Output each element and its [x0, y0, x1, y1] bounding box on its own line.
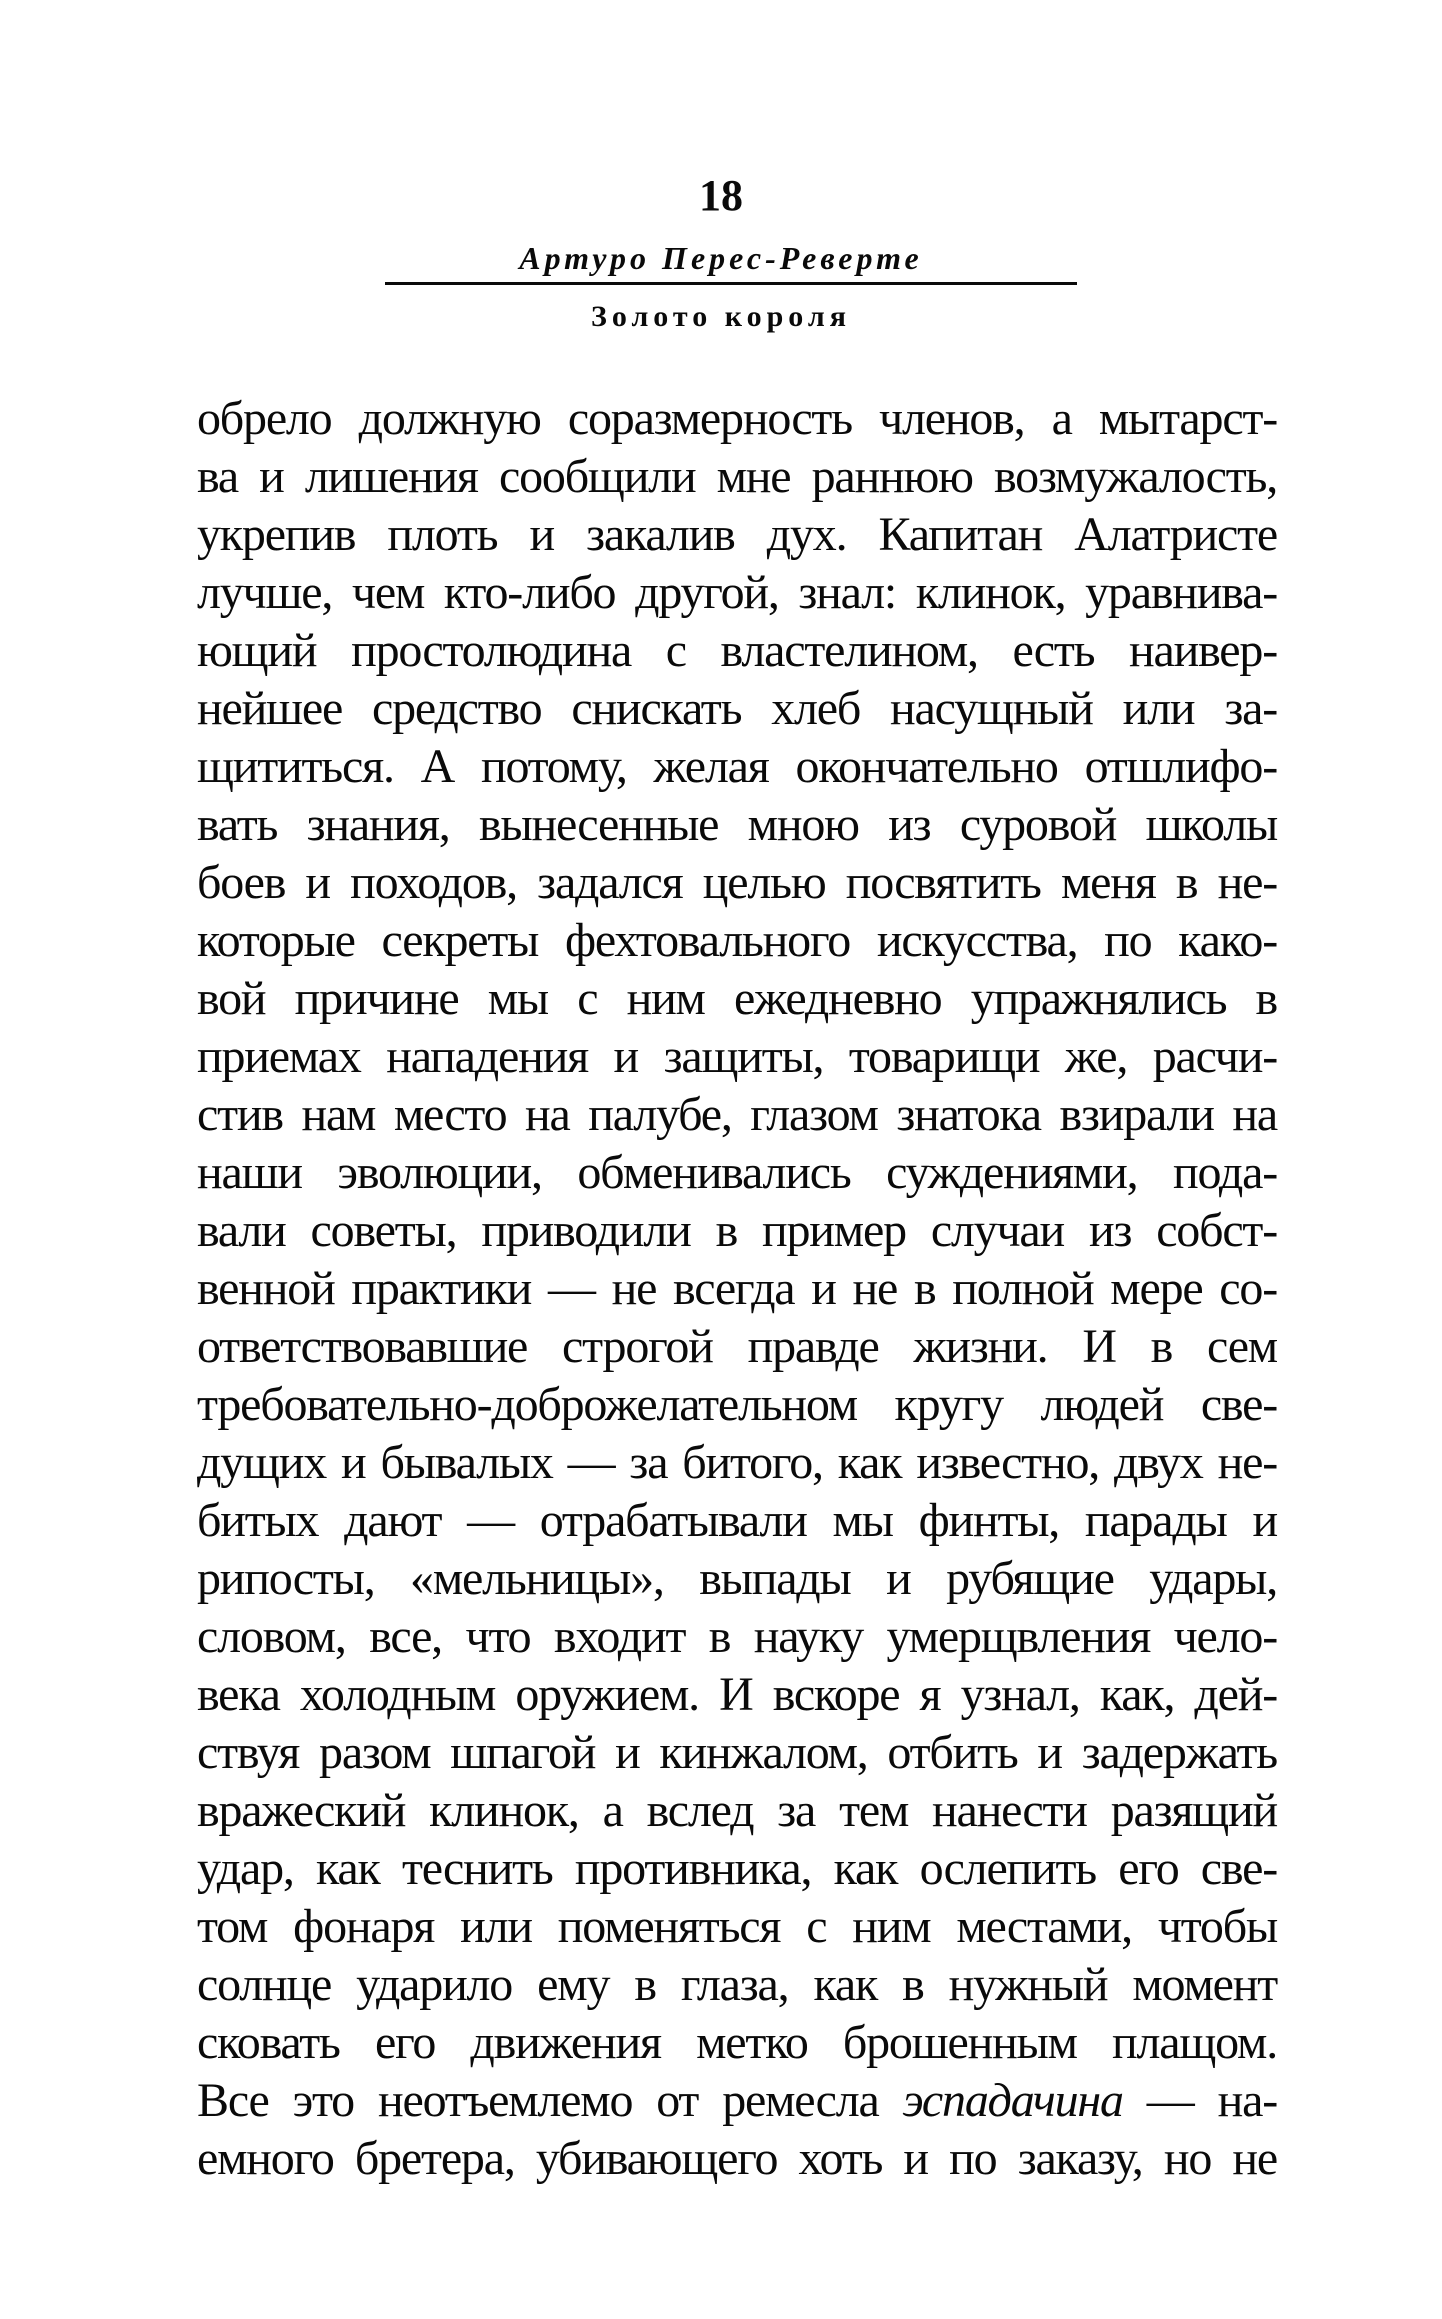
text-line: рипосты, «мельницы», выпады и рубящие удары, [197, 1552, 1277, 1605]
text-line: вать знания, вынесенные мною из суровой школы [197, 798, 1277, 851]
text-line-with-italic [197, 2072, 1277, 2130]
text-line: ющий простолюдина с властелином, есть наивер- [197, 624, 1277, 677]
text-line: удар, как теснить противника, как ослепить его све- [197, 1842, 1277, 1895]
text-line: дущих и бывалых — за битого, как известно, двух не- [197, 1436, 1277, 1489]
text-line: сковать его движения метко брошенным плащом. [197, 2016, 1277, 2069]
text-line: приемах нападения и защиты, товарищи же, расчи- [197, 1030, 1277, 1083]
text-line: которые секреты фехтовального искусства, по како- [197, 914, 1277, 967]
text-line: ва и лишения сообщили мне раннюю возмужалость, [197, 450, 1277, 503]
running-author: Артуро Перес-Реверте [519, 240, 923, 276]
text-line: требовательно-доброжелательном кругу людей све- [197, 1378, 1277, 1431]
text-segment: — на- [1122, 2074, 1278, 2127]
text-line: лучше, чем кто-либо другой, знал: клинок, уравнива- [197, 566, 1277, 619]
text-line: стив нам место на палубе, глазом знатока взирали на [197, 1088, 1277, 1141]
text-line: словом, все, что входит в науку умерщвления чело- [197, 1610, 1277, 1663]
text-line: нейшее средство снискать хлеб насущный или за- [197, 682, 1277, 735]
text-segment: Все это неотъемлемо от ремесла [197, 2074, 903, 2127]
running-title: Золото короля [591, 300, 851, 333]
text-line: наши эволюции, обменивались суждениями, пода- [197, 1146, 1277, 1199]
text-line: вражеский клинок, а вслед за тем нанести разящий [197, 1784, 1277, 1837]
text-line: века холодным оружием. И вскоре я узнал, как, дей- [197, 1668, 1277, 1721]
text-line: емного бретера, убивающего хоть и по заказу, но не [197, 2132, 1277, 2185]
page-number: 18 [699, 171, 743, 220]
text-line: солнце ударило ему в глаза, как в нужный момент [197, 1958, 1277, 2011]
text-line: том фонаря или поменяться с ним местами, чтобы [197, 1900, 1277, 1953]
text-line: вой причине мы с ним ежедневно упражнялись в [197, 972, 1277, 1025]
text-line: укрепив плоть и закалив дух. Капитан Алатристе [197, 508, 1277, 561]
text-line: вали советы, приводили в пример случаи из собст- [197, 1204, 1277, 1257]
text-line: обрело должную соразмерность членов, а мытарст- [197, 392, 1277, 445]
text-line: боев и походов, задался целью посвятить меня в не- [197, 856, 1277, 909]
body-text [197, 390, 1277, 2188]
text-line: ствуя разом шпагой и кинжалом, отбить и задержать [197, 1726, 1277, 1779]
text-line: ответствовавшие строгой правде жизни. И в сем [197, 1320, 1277, 1373]
text-line: венной практики — не всегда и не в полной мере со- [197, 1262, 1277, 1315]
italic-term: эспадачина [902, 2074, 1123, 2127]
text-line: щититься. А потому, желая окончательно отшлифо- [197, 740, 1277, 793]
header-rule [385, 282, 1077, 285]
text-line: битых дают — отрабатывали мы финты, парады и [197, 1494, 1277, 1547]
